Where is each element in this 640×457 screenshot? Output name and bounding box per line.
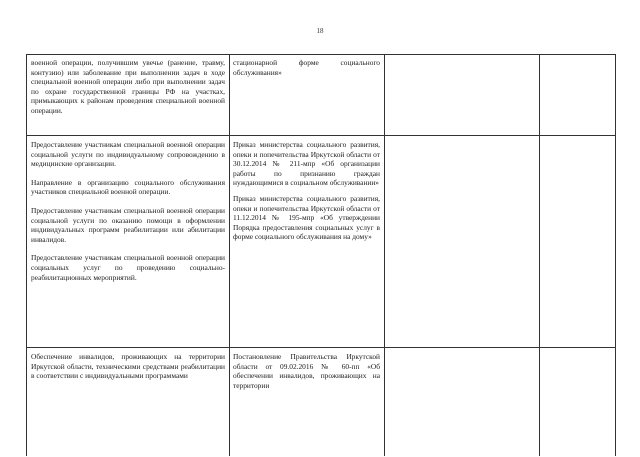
table-cell-service [31,58,225,134]
table-cell-basis [233,140,380,345]
column-divider [539,55,540,456]
service-text: Предоставление участникам специальной военной операции социальной услуги по оказанию помощи в оформлении индивидуальных программ реабилитации или абилитации инвалидов. [31,205,225,244]
document-table [26,54,616,456]
column-divider [384,55,385,456]
row-divider [27,135,615,136]
service-text: Обеспечение инвалидов, проживающих на территории Иркутской области, техническими средствами реабилитации в соответствии с индивидуальными программами [31,352,225,381]
table-cell-basis [233,58,380,134]
service-text: Направление в организацию социального обслуживания участников специальной военной операции. [31,177,225,197]
basis-text: стационарной форме социального обслуживания» [233,58,380,77]
basis-text: Приказ министерства социального развития, опеки и попечительства Иркутской области от 30.12.2014 № 211-мпр «Об организации работы по признанию граждан нуждающимися в социальном обслуживании» [233,140,380,188]
basis-text: Приказ министерства социального развития, опеки и попечительства Иркутской области от 11.12.2014 № 195-мпр «Об утверждении Порядка предоставления социальных услуг в форме социального обслуживания на дому» [233,193,380,242]
table-cell-service [31,352,225,457]
table-cell-basis [233,352,380,457]
service-text: Предоставление участникам специальной военной операции социальных услуг по проведению социально-реабилитационных мероприятий. [31,253,225,282]
basis-text: Постановление Правительства Иркутской области от 09.02.2016 № 60-пп «Об обеспечении инвалидов, проживающих на территории [233,352,380,390]
row-divider [27,347,615,348]
service-text: Предоставление участникам специальной военной операции социальной услуги по индивидуальному сопровождению в медицинские организации. [31,140,225,169]
column-divider [229,55,230,456]
service-text: военной операции, получившим увечье (ранение, травму, контузию) или заболевание при выполнении задач в ходе специальной военной операции либо при выполнении задач по охране государственной границы РФ на участках, примыкающих к районам проведения специальной военной операции. [31,58,225,115]
page-number: 18 [316,27,324,35]
table-cell-service [31,140,225,345]
